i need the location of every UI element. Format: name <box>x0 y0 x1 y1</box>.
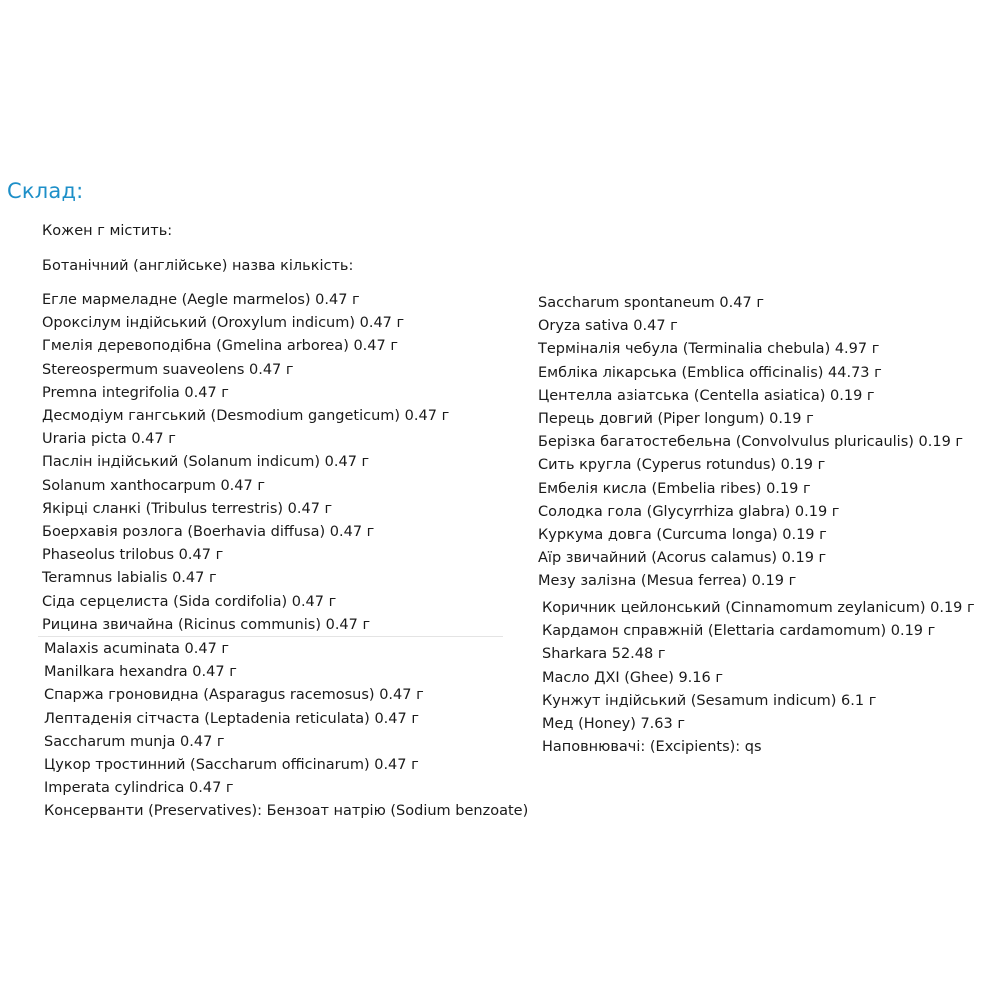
ingredient-item: Аїр звичайний (Acorus calamus) 0.19 г <box>538 550 827 567</box>
ingredient-item: Боерхавія розлога (Boerhavia diffusa) 0.47 г <box>42 524 375 541</box>
page-heading: Склад: <box>7 179 84 203</box>
ingredient-item: Oryza sativa 0.47 г <box>538 318 678 335</box>
ingredient-item: Uraria picta 0.47 г <box>42 431 176 448</box>
ingredient-item: Solanum xanthocarpum 0.47 г <box>42 477 265 494</box>
ingredient-item: Солодка гола (Glycyrrhiza glabra) 0.19 г <box>538 503 840 520</box>
ingredient-item: Коричник цейлонський (Cinnamomum zeylanicum) 0.19 г <box>542 600 975 616</box>
ingredients-list-left <box>42 289 449 637</box>
ingredient-item: Куркума довга (Curcuma longa) 0.19 г <box>538 527 827 544</box>
ingredient-item: Teramnus labialis 0.47 г <box>42 570 217 587</box>
ingredient-item: Manilkara hexandra 0.47 г <box>44 664 237 681</box>
ingredients-list-right <box>538 292 963 594</box>
ingredient-item: Цукор тростинний (Saccharum officinarum) 0.47 г <box>44 757 419 774</box>
ingredient-item: Емблiка лікарська (Emblica officinalis) 44.73 г <box>538 364 882 381</box>
ingredient-item: Ембелія кисла (Embelia ribes) 0.19 г <box>538 480 811 497</box>
ingredient-item: Premna integrifolia 0.47 г <box>42 384 229 401</box>
excipients-item: Наповнювачі: (Excipients): qs <box>542 739 762 756</box>
ingredient-item: Saccharum munja 0.47 г <box>44 733 225 750</box>
ingredient-item: Берізка багатостебельна (Convolvulus pluricaulis) 0.19 г <box>538 434 964 451</box>
ingredient-item: Malaxis acuminata 0.47 г <box>44 641 230 657</box>
ingredient-item: Десмодіум гангський (Desmodium gangeticum) 0.47 г <box>42 408 450 425</box>
ingredient-item: Масло ДХІ (Ghee) 9.16 г <box>542 669 723 686</box>
ingredient-item: Спаржа гроновидна (Asparagus racemosus) 0.47 г <box>44 687 424 704</box>
ingredient-item: Кунжут індійський (Sesamum indicum) 6.1 г <box>542 692 877 709</box>
ingredient-item: Ороксілум індійський (Oroxylum indicum) 0.47 г <box>42 315 405 332</box>
ingredient-item: Stereospermum suaveolens 0.47 г <box>42 361 294 378</box>
ingredients-list-left-continued <box>44 638 528 824</box>
ingredient-item: Паслін індійський (Solanum indicum) 0.47 г <box>42 454 370 471</box>
ingredient-item: Центелла азіатська (Centella asiatica) 0.19 г <box>538 387 875 404</box>
ingredient-item: Кардамон справжній (Elettaria cardamomum) 0.19 г <box>542 623 936 640</box>
ingredient-item: Рицина звичайна (Ricinus communis) 0.47 г <box>42 616 371 633</box>
ingredient-item: Sharkara 52.48 г <box>542 646 666 663</box>
ingredient-item: Мезу залізна (Mesua ferrea) 0.19 г <box>538 573 797 590</box>
section-divider <box>38 636 503 637</box>
ingredient-item: Мед (Honey) 7.63 г <box>542 716 685 733</box>
ingredient-item: Термiналія чебула (Terminalia chebula) 4.97 г <box>538 341 880 358</box>
preservatives-item: Консерванти (Preservatives): Бензоат натрію (Sodium benzoate) <box>44 803 529 820</box>
intro-column-caption: Ботанічний (англійське) назва кількість: <box>42 258 354 274</box>
ingredient-item: Сіда серцелиста (Sida cordifolia) 0.47 г <box>42 593 337 610</box>
ingredient-item: Сить кругла (Cyperus rotundus) 0.19 г <box>538 457 826 474</box>
ingredient-item: Saccharum spontaneum 0.47 г <box>538 295 764 311</box>
ingredient-item: Егле мармеладне (Aegle marmelos) 0.47 г <box>42 292 360 308</box>
ingredient-item: Лептаденія сітчаста (Leptadenia reticulata) 0.47 г <box>44 710 419 727</box>
ingredient-item: Phaseolus trilobus 0.47 г <box>42 547 224 564</box>
ingredient-item: Гмелія деревоподібна (Gmelina arborea) 0.47 г <box>42 338 398 355</box>
ingredients-list-right-continued <box>542 597 975 759</box>
intro-per-gram: Кожен г містить: <box>42 223 173 239</box>
ingredient-item: Перець довгий (Piper longum) 0.19 г <box>538 411 814 428</box>
ingredient-item: Imperata cylindrica 0.47 г <box>44 780 234 797</box>
ingredient-item: Якірці сланкі (Tribulus terrestris) 0.47 г <box>42 500 333 517</box>
